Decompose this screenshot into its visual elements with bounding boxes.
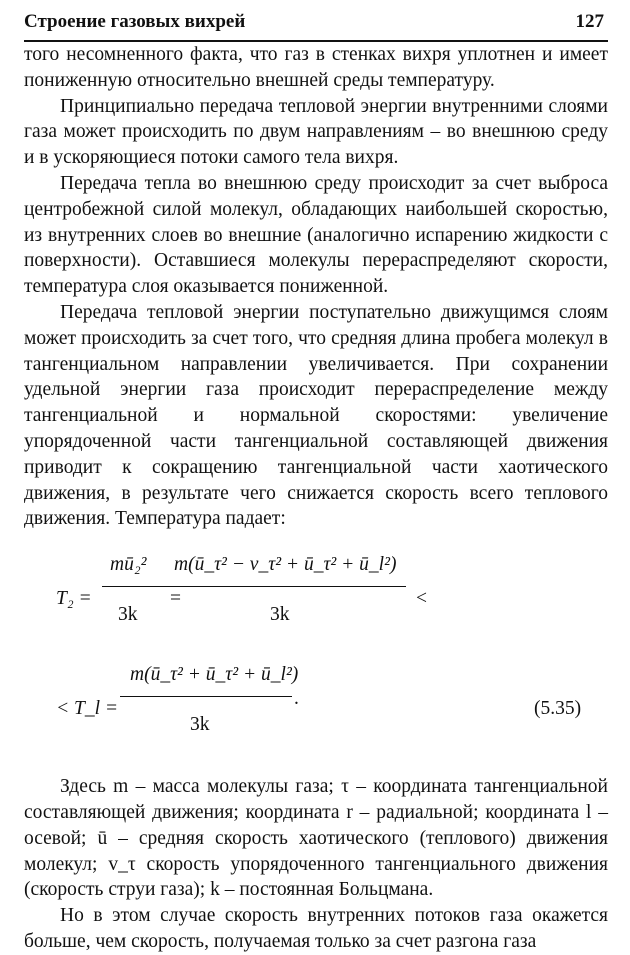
paragraph-6: Но в этом случае скорость внутренних потоков газа окажется больше, чем скорость, получаемая только за счет разгона газа (24, 905, 608, 952)
formula-denominator-3: 3k (190, 714, 210, 736)
running-header-title: Строение газовых вихрей (24, 11, 246, 32)
formula-numerator-2: m(ū_τ² − v_τ² + ū_τ² + ū_l²) (174, 554, 397, 576)
formula-numerator-1: mū₂² (110, 554, 147, 576)
paragraph-3: Передача тепла во внешнюю среду происходит за счет выброса центробежной силой молекул, обладающих наибольшей скоростью, из внутренних слоев во внешние (аналогично испарению жидкости с поверхности). Оставшиеся молекулы перераспределяют скорости, температура слоя оказывается пониженной. (24, 172, 608, 298)
equation-number: (5.35) (534, 698, 582, 720)
paragraph-2: Принципиально передача тепловой энергии внутренними слоями газа может происходить по двум направлениям – во внешнюю среду и в ускоряющиеся потоки самого тела вихря. (24, 95, 608, 169)
fraction-bar-2 (166, 586, 406, 587)
paragraph-4: Передача тепловой энергии поступательно движущимся слоям может происходить за счет того, что средняя длина пробега молекул в тангенциальном направлении увеличивается. При сохранении удельной энергии газа происходит перераспределение между тангенциальной и нормальной скоростями: увеличение упорядоченной части тангенциальной составляющей движения приводит к сокращению тангенциальной части хаотического движения, в результате чего снижается скорость всего теплового движения. Температура падает: (24, 301, 608, 530)
formula-equals: = (170, 588, 181, 610)
page-number: 127 (575, 11, 604, 32)
fraction-bar-3 (120, 696, 292, 697)
fraction-bar-1 (102, 586, 166, 587)
running-header (24, 9, 608, 35)
formula-denominator-1: 3k (118, 604, 138, 626)
formula-lhs-t2: T₂ = (56, 588, 92, 610)
formula-denominator-2: 3k (270, 604, 290, 626)
formula-period: . (294, 688, 299, 710)
paragraph-1: того несомненного факта, что газ в стенках вихря уплотнен и имеет пониженную относительно внешней среды температуру. (24, 44, 608, 91)
formula-lhs-tl: < T_l = (56, 698, 119, 720)
equation-5-35 (24, 542, 608, 762)
body-text (24, 42, 608, 955)
formula-numerator-3: m(ū_τ² + ū_τ² + ū_l²) (130, 664, 299, 686)
formula-less-than: < (416, 588, 427, 610)
paragraph-5: Здесь m – масса молекулы газа; τ – координата тангенциальной составляющей движения; координата r – радиальной; координата l – осевой; ū – средняя скорость хаотического (теплового) движения молекул; v_τ скорость упорядоченного тангенциального движения (скорость струи газа); k – постоянная Больцмана. (24, 776, 608, 901)
